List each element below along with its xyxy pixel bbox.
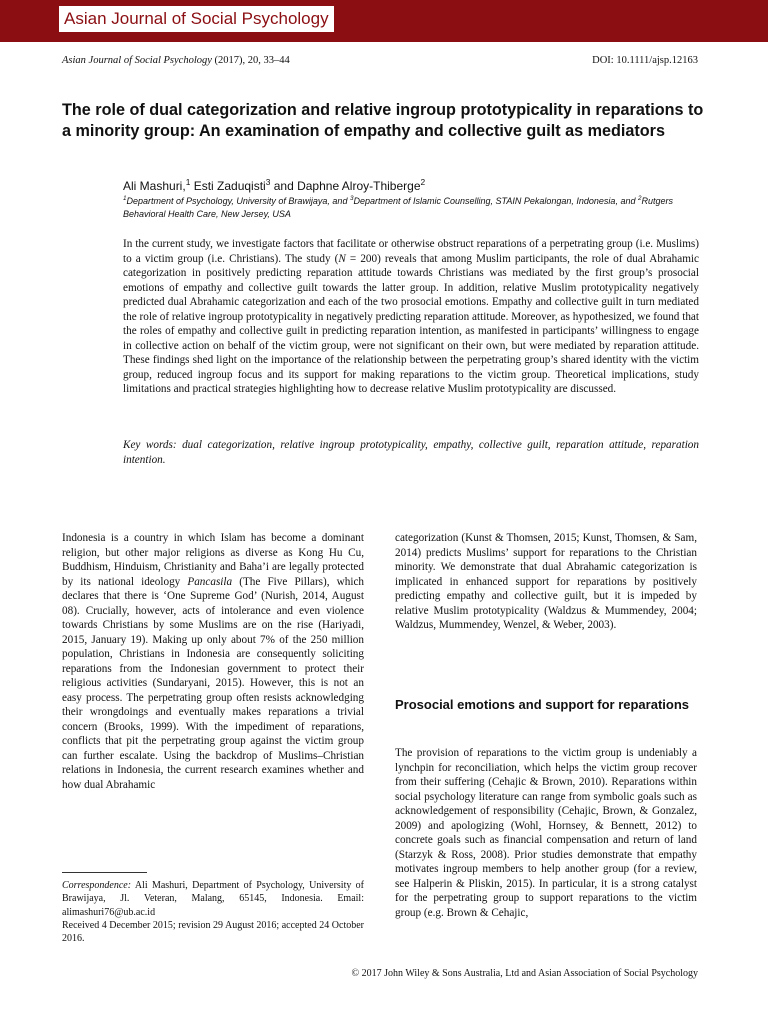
article-title: The role of dual categorization and relative ingroup prototypicality in reparations to a minority group: An examination of empathy and collective guilt as mediators [62, 101, 704, 140]
abstract-text: = 200) reveals that among Muslim participants, the role of dual Abrahamic categorization in positively predicting reparation attitude towards Christians was mediated by the first group’s prosocial emotions of empathy and collective guilt towards the latter group. In addition, relative Muslim prototypicality negatively predicted dual Abrahamic categorization and each of the two prosocial emotions. Empathy and collective guilt in turn mediated the role of relative ingroup prototypicality in negatively predicting reparation attitude. Moreover, as hypothesized, we found that the roles of empathy and collective guilt in predicting reparation intention, as manifested in participants’ willingness to engage in collective action on behalf of the victim group, were not significant on their own, but were mediated by reparation attitude. These findings shed light on the importance of the relationship between the perpetrating group’s shared identity with the victim group, reduced ingroup focus and its support for making reparations to the victim group. Theoretical implications, study limitations and practical strategies highlighting how to decrease relative Muslim prototypicality are discussed. [123, 252, 699, 395]
author-list [123, 178, 703, 194]
body-text: (The Five Pillars), which declares that there is ‘One Supreme God’ (Nurish, 2014, August 08). Crucially, however, acts of intolerance and even violence towards Christians by some Muslims are on the rise (Hariyadi, 2015, January 19). Making up only about 7% of the 250 million population, Christians in Indonesia are consequently soliciting reparations from the Indonesian government to protect their religious activities (Sundaryani, 2015). However, this is not an easy process. The perpetrating group often resists acknowledging their wrongdoings and eventually makes reparations a trivial concern (Brooks, 1999). With the impediment of reparations, conflicts that pit the perpetrating group against the victim group can further escalate. Using the backdrop of Muslims–Christian relations in Indonesia, the current research examines whether and how dual Abrahamic [62, 575, 365, 791]
keywords: Key words: dual categorization, relative ingroup prototypicality, empathy, collective guilt, reparation attitude, reparation intention. [123, 439, 699, 466]
affil-text: Rutgers Behavioral Health Care, New Jersey, USA [123, 196, 673, 219]
author-affil-mark: 2 [420, 177, 426, 187]
body-text-italic: Pancasila [187, 575, 233, 588]
copyright-notice: © 2017 John Wiley & Sons Australia, Ltd and Asian Association of Social Psychology [351, 968, 698, 979]
correspondence-footnote [62, 879, 364, 945]
author-name: and Daphne Alroy-Thiberge [270, 179, 421, 193]
affil-mark: 2 [637, 195, 642, 202]
affiliations [123, 195, 708, 221]
affil-mark: 1 [123, 195, 127, 202]
running-head-doi[interactable]: DOI: 10.1111/ajsp.12163 [592, 55, 698, 66]
author-affil-mark: 3 [265, 177, 271, 187]
body-column-left [62, 531, 364, 792]
body-column-right-bottom: The provision of reparations to the victim group is undeniably a lynchpin for reconciliation, which helps the victim group recover from their suffering (Cehajic & Brown, 2010). Reparations within social psychology literature can range from symbolic goals such as acknowledgement of responsibility (Cehajic, Brown, & Gonzalez, 2009) and apologizing (Wohl, Hornsey, & Bennett, 2012) to concrete goals such as financial compensation and return of land (Starzyk & Ross, 2008). Prior studies demonstrate that empathy motivates ingroup members to help another group (for a review, see Halperin & Pliskin, 2015). In particular, it is a strong catalyst for the perpetrating group to support reparations to the victim group (e.g. Brown & Cehajic, [395, 747, 697, 919]
section-heading: Prosocial emotions and support for reparations [395, 697, 689, 712]
running-head-journal: Asian Journal of Social Psychology [62, 55, 212, 66]
author-name: Ali Mashuri, [123, 179, 186, 193]
running-head-citation [62, 54, 290, 67]
body-text: Indonesia is a country in which Islam has become a dominant religion, but other major religions as diverse as Kong Hu Cu, Buddhism, Hinduism, Christianity and Baha’i are legally protected by its national ideology [62, 532, 364, 588]
affil-mark: 3 [349, 195, 354, 202]
footnote-text: Ali Mashuri, Department of Psychology, University of Brawijaya, Jl. Veteran, Malang, 65145, Indonesia. Email: alimashuri76@ub.ac.id [62, 880, 364, 918]
abstract [123, 237, 699, 397]
affil-text: Department of Psychology, University of Brawijaya, and [126, 196, 350, 206]
footnote-divider [62, 872, 147, 873]
author-affil-mark: 1 [185, 177, 191, 187]
running-head-volume: (2017), 20, 33–44 [214, 55, 290, 66]
affil-text: Department of Islamic Counselling, STAIN Pekalongan, Indonesia, and [353, 196, 638, 206]
body-column-right-top: categorization (Kunst & Thomsen, 2015; Kunst, Thomsen, & Sam, 2014) predicts Muslims’ support for reparations to the Christian minority. We demonstrate that dual Abrahamic categorization is implicated in enhanced support for reparations by positively predicting empathy and collective guilt, but it is impeded by relative Muslim prototypicality (Waldzus & Mummendey, 2004; Waldzus, Mummendey, Wenzel, & Weber, 2003). [395, 532, 697, 631]
journal-logo[interactable]: Asian Journal of Social Psychology [59, 6, 334, 32]
footnote-received: Received 4 December 2015; revision 29 August 2016; accepted 24 October 2016. [62, 919, 364, 945]
abstract-n-symbol: N [338, 252, 346, 265]
author-name: Esti Zaduqisti [190, 179, 266, 193]
journal-banner [0, 0, 768, 42]
footnote-label: Correspondence: [62, 880, 132, 891]
abstract-text: In the current study, we investigate factors that facilitate or otherwise obstruct reparations of a perpetrating group (i.e. Muslims) to a victim group (i.e. Christians). The study ( [123, 238, 699, 265]
